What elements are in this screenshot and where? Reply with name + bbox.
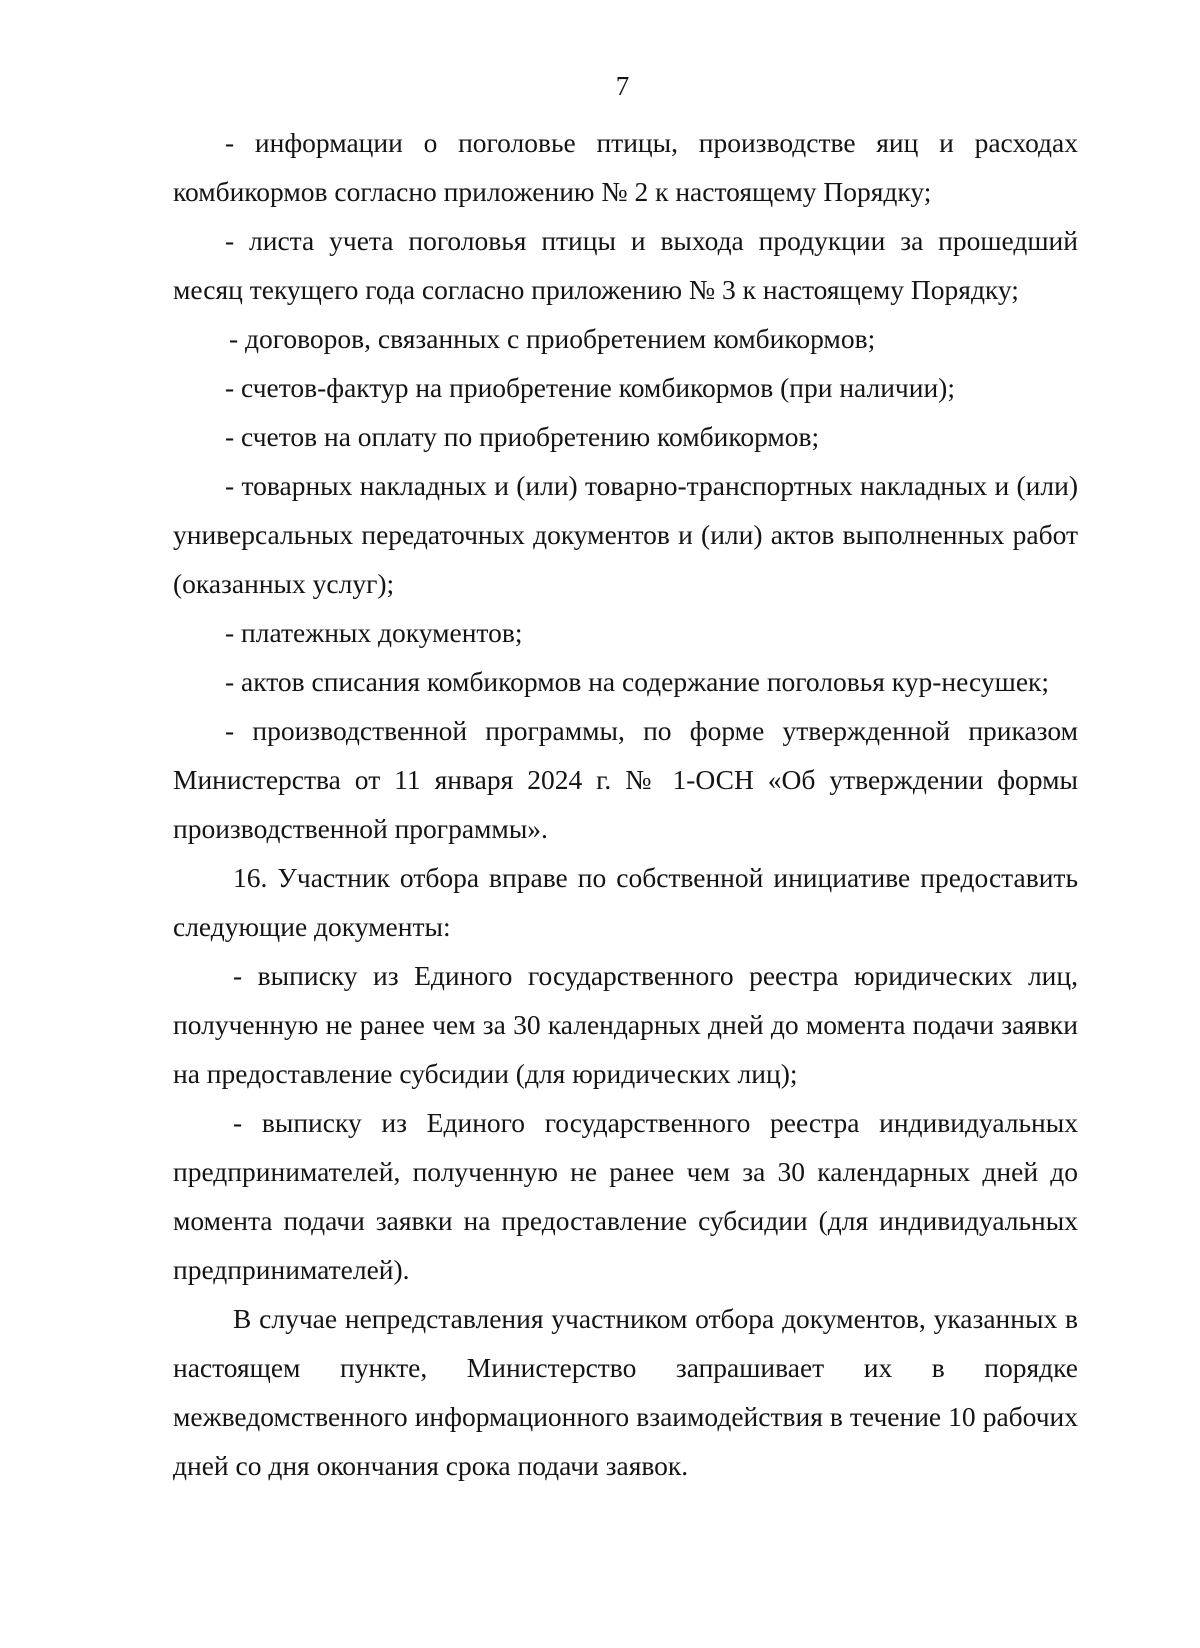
paragraph-legal-entities-extract: - выписку из Единого государственного реестра юридических лиц, полученную не ранее чем за 30 календарных дней до момента подачи заявки на предоставление субсидии (для юридических лиц); <box>173 960 1078 1089</box>
paragraph-poultry-info: - информации о поголовье птицы, производстве яиц и расходах комбикормов согласно приложению № 2 к настоящему Порядку; <box>173 127 1078 207</box>
paragraph-poultry-accounting-sheet: - листа учета поголовья птицы и выхода продукции за прошедший месяц текущего года согласно приложению № 3 к настоящему Порядку; <box>173 225 1078 305</box>
paragraph-payment-bills: - счетов на оплату по приобретению комбикормов; <box>225 421 820 452</box>
paragraph-production-program: - производственной программы, по форме утвержденной приказом Министерства от 11 января 2024 г. № 1-ОСН «Об утверждении формы производственной программы». <box>173 715 1078 844</box>
paragraph-interagency-request: В случае непредставления участником отбора документов, указанных в настоящем пункте, Министерство запрашивает их в порядке межведомственного информационного взаимодействия в течение 10 рабочих дней со дня окончания срока подачи заявок. <box>173 1303 1078 1481</box>
paragraph-waybills: - товарных накладных и (или) товарно-транспортных накладных и (или) универсальных передаточных документов и (или) актов выполненных работ (оказанных услуг); <box>173 470 1078 599</box>
paragraph-write-off-acts: - актов списания комбикормов на содержание поголовья кур-несушек; <box>225 666 1050 697</box>
document-body <box>173 118 1078 1490</box>
paragraph-contracts: - договоров, связанных с приобретением комбикормов; <box>229 323 876 354</box>
paragraph-entrepreneurs-extract: - выписку из Единого государственного реестра индивидуальных предпринимателей, полученную не ранее чем за 30 календарных дней до момента подачи заявки на предоставление субсидии (для индивидуальных предпринимателей). <box>173 1107 1078 1285</box>
paragraph-section-16: 16. Участник отбора вправе по собственной инициативе предоставить следующие документы: <box>173 862 1078 942</box>
paragraph-invoices: - счетов-фактур на приобретение комбикормов (при наличии); <box>225 372 955 403</box>
page-number: 7 <box>615 71 630 101</box>
paragraph-payment-documents: - платежных документов; <box>225 617 523 648</box>
